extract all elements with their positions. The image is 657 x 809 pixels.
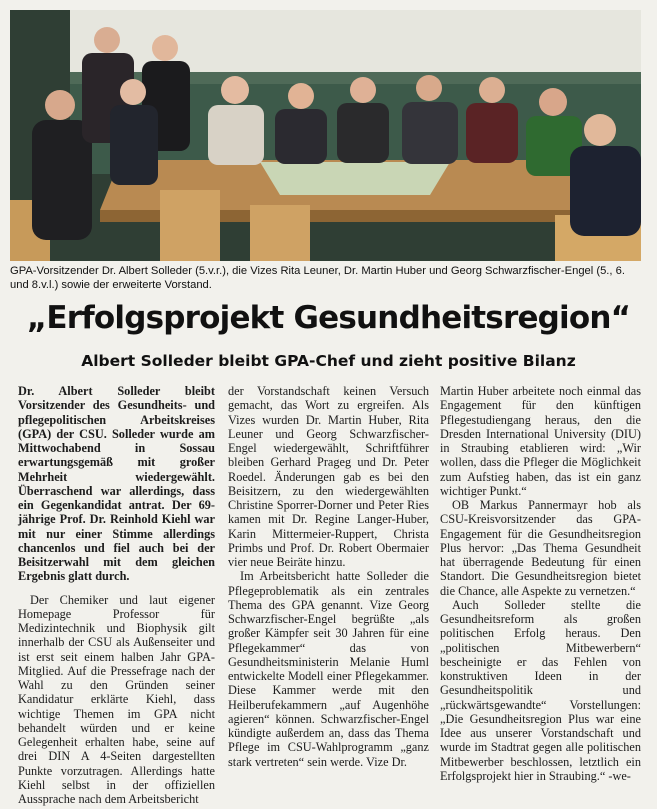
body-paragraph: Im Arbeitsbericht hatte Solleder die Pflegeproblematik als ein zentrales Thema des GPA genannt. Vize Georg Schwarzfischer-Engel begrüßte „als großer Kämpfer seit 30 Jahren für eine Pflegekammer“ das von Gesundheitsministerin Melanie Huml entwickelte Modell einer Pflegekammer. Diese Kammer werde mit den Heilberufekammern „auf Augenhöhe agieren“ können. Schwarzfischer-Engel kündigte außerdem an, dass das Thema Pflege im CSU-Wahlprogramm „ganz stark vertreten“ sein werde. Vize Dr. (228, 569, 429, 769)
body-paragraph: Auch Solleder stellte die Gesundheitsreform als großen politischen Erfolg heraus. Den „politischen Mitbewerbern“ bescheinigte er das Fehlen von konstruktiven Ideen in der Gesundheitspolitik und „rückwärtsgewandte“ Vorstellungen: „Die Gesundheitsregion Plus war eine Idee aus unserer Vorstandschaft und wurde im Stadtrat gegen alle politischen Mitbewerber beschlossen, letztlich ein Erfolgsprojekt hier in Straubing.“ -we- (440, 597, 641, 783)
group-photo (10, 10, 641, 261)
body-paragraph: Martin Huber arbeitete noch einmal das Engagement für den künftigen Pflegestudiengang heraus, den die Dresden International University (DIU) in Straubing etablieren wird: „Wir wollen, dass die Pfleger die Möglichkeit zum Aufstieg haben, das ist ein ganz wichtiger Punkt.“ (440, 384, 641, 498)
body-paragraph: der Vorstandschaft keinen Versuch gemacht, das Wort zu ergreifen. Als Vizes wurden Dr. Martin Huber, Rita Leuner und Georg Schwarzfischer-Engel wiedergewählt, Schriftführer bleiben Gerhard Prageg und Dr. Peter Roedel. Änderungen gab es bei den Beisitzern, zu den wiedergewählten Christine Sporrer-Dorner und Peter Ries kamen mit Dr. Regine Langer-Huber, Karin Mittermeier-Ruppert, Christa Primbs und Prof. Dr. Robert Obermaier vier neue Beiräte hinzu. (228, 384, 429, 569)
headline: „Erfolgsprojekt Gesundheitsregion“ (26, 300, 631, 336)
adjacent-article-fragment (648, 660, 657, 800)
lead-paragraph: Dr. Albert Solleder bleibt Vorsitzender des Gesundheits- und pflegepolitischen Arbeitskreises (GPA) der CSU. Solleder wurde am Mittwochabend in Sossau erwartungsgemäß mit großer Mehrheit wiedergewählt. Überraschend war allerdings, dass ein Gegenkandidat antrat. Der 69-jährige Prof. Dr. Reinhold Kiehl war mit nur einer Stimme allerdings chancenlos und fiel auch bei der Beisitzerwahl mit dem gleichen Ergebnis glatt durch. (18, 384, 215, 584)
article-column-1 (18, 384, 215, 806)
subheadline: Albert Solleder bleibt GPA-Chef und zieht positive Bilanz (81, 352, 576, 370)
body-paragraph: Der Chemiker und laut eigener Homepage Professor für Medizintechnik und Biophysik gilt innerhalb der CSU als Außenseiter und ist erst seit einem halben Jahr GPA-Mitglied. Auf die Pressefrage nach der Wahl zu den Gründen seiner Kandidatur erklärte Kiehl, dass wichtige Themen im GPA nicht behandelt würden und er keine Gelegenheit erhalten habe, seine auf drei DIN A 4-Seiten dargestellten Punkte vorzutragen. Allerdings hatte Kiehl selbst in der offiziellen Aussprache nach dem Arbeitsbericht (18, 592, 215, 806)
photo-caption: GPA-Vorsitzender Dr. Albert Solleder (5.v.r.), die Vizes Rita Leuner, Dr. Martin Huber und Georg Schwarzfischer-Engel (5., 6. und 8.v.l.) sowie der erweiterte Vorstand. (10, 265, 625, 291)
article-column-3 (440, 384, 641, 783)
body-paragraph: OB Markus Pannermayr hob als CSU-Kreisvorsitzender das GPA-Engagement für die Gesundheitsregion Plus hervor: „Das Thema Gesundheit hat überragende Bedeutung für einen Standort. Die Gesundheitsregion bietet die Chance, alle Aspekte zu vernetzen.“ (440, 498, 641, 598)
article-column-2 (228, 384, 429, 769)
